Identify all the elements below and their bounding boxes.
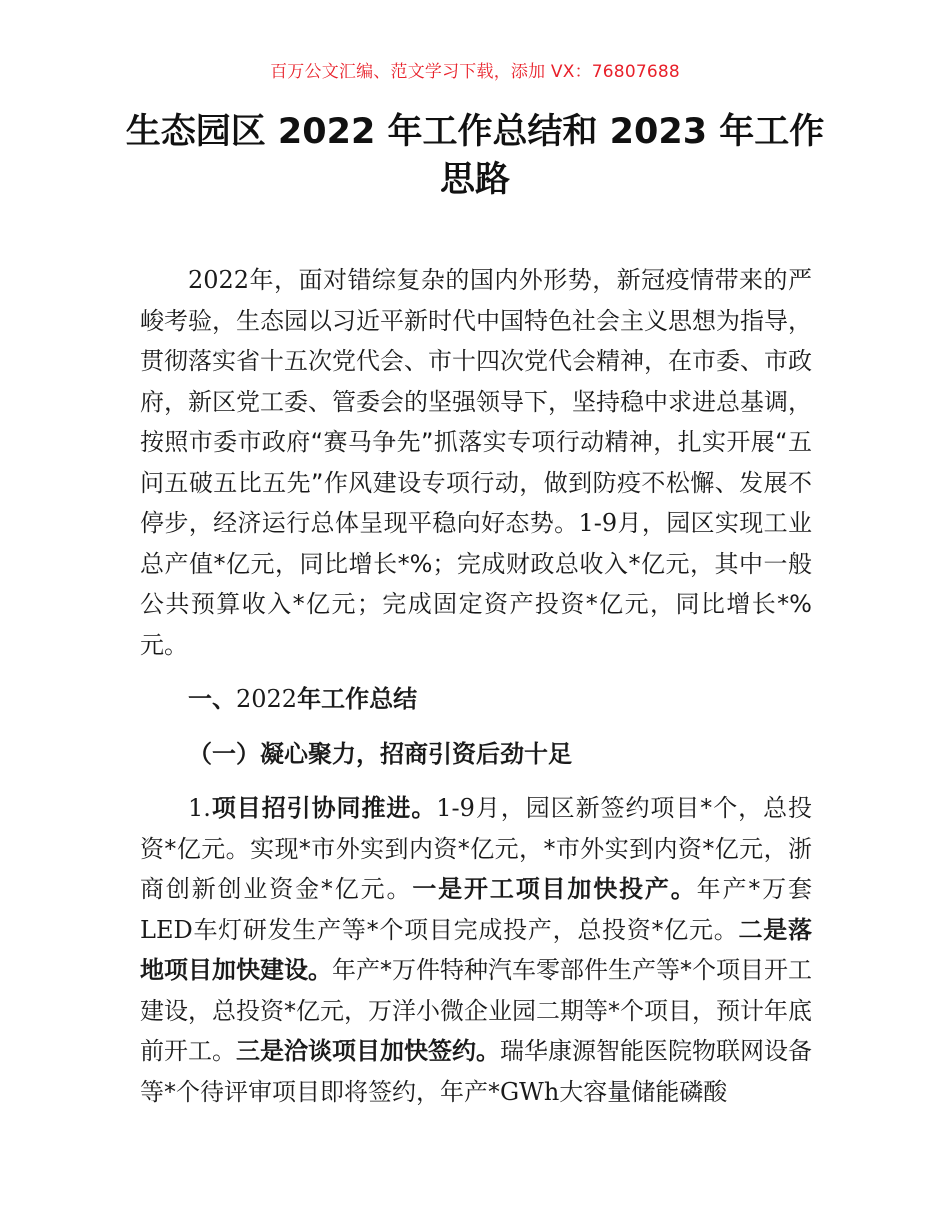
- subsection-heading-1: （一）凝心聚力，招商引资后劲十足: [188, 739, 572, 768]
- watermark-header: 百万公文汇编、范文学习下载，添加 VX：76807688: [270, 62, 680, 82]
- intro-text-a: 年，面对错综复杂的国内外形势，新冠疫情带来的严峻考验，生态园以习近平新时代中国特色社会主义思想为指导，贯彻落实省十五次党代会、市十四次党代会精神，在市委、市政府，新区党工委、管委会的坚强领导下，坚持稳中求进总基调，按照市委市政府“赛马争先”抓落实专项行动精神，扎实开展“五问五破五比五先”作风建设专项行动，做到防疫不松懈、发展不停步，经济运行总体呈现平稳向好态势。: [140, 266, 812, 537]
- section-heading-1: [140, 679, 812, 720]
- item-text-c: 车灯研发生产等*个项目完成投产，总投资*亿元。: [192, 915, 739, 944]
- item-heading: 项目招引协同推进。: [210, 794, 437, 822]
- item-bold-3: 三是洽谈项目加快签约。: [236, 1037, 500, 1065]
- section-prefix: 一、: [188, 685, 236, 713]
- intro-period: 1-9: [578, 509, 618, 537]
- document-body: [140, 260, 812, 1112]
- section-year: 2022: [236, 685, 298, 713]
- item-paragraph-1: [140, 788, 812, 1112]
- item-text-b: 年产*万套: [696, 875, 813, 903]
- item-number: 1.: [188, 794, 211, 822]
- intro-text-b: 月，园区实现工业总产值*亿元，同比增长*%；完成财政总收入*亿元，其中一般公共预算收入*亿元；完成固定资产投资*亿元，同比增长*%元。: [140, 509, 812, 659]
- title-line-1: 生态园区 2022 年工作总结和 2023 年工作: [125, 112, 825, 152]
- title-line-2: 思路: [439, 160, 510, 200]
- document-title: [120, 108, 830, 204]
- item-led: LED: [140, 915, 193, 944]
- item-text-a: 月，园区新签约项目*个，总投资*亿元。实现*市外实到内资*亿元，*市外实到内资*亿元，浙商创新创业资金*亿元。: [140, 794, 813, 903]
- section-text: 年工作总结: [297, 685, 418, 713]
- item-gwh: GWh: [500, 1077, 560, 1106]
- item-text-f: 大容量储能磷酸: [559, 1077, 728, 1106]
- intro-year: 2022: [188, 266, 250, 294]
- item-text-d: 年产*万件特种汽车零部件生产等*个项目开工建设，总投资*亿元，万洋小微企业园二期等*个项目，预计年底前开工。: [140, 956, 812, 1065]
- item-text-e: 瑞华康源智能医院物联网设备等*个待评审项目即将签约，年产*: [140, 1037, 812, 1106]
- item-period: 1-9: [436, 794, 475, 822]
- item-bold-2: 二是落地项目加快建设。: [140, 915, 812, 984]
- item-bold-1: 一是开工项目加快投产。: [412, 875, 697, 903]
- intro-paragraph: [140, 260, 812, 665]
